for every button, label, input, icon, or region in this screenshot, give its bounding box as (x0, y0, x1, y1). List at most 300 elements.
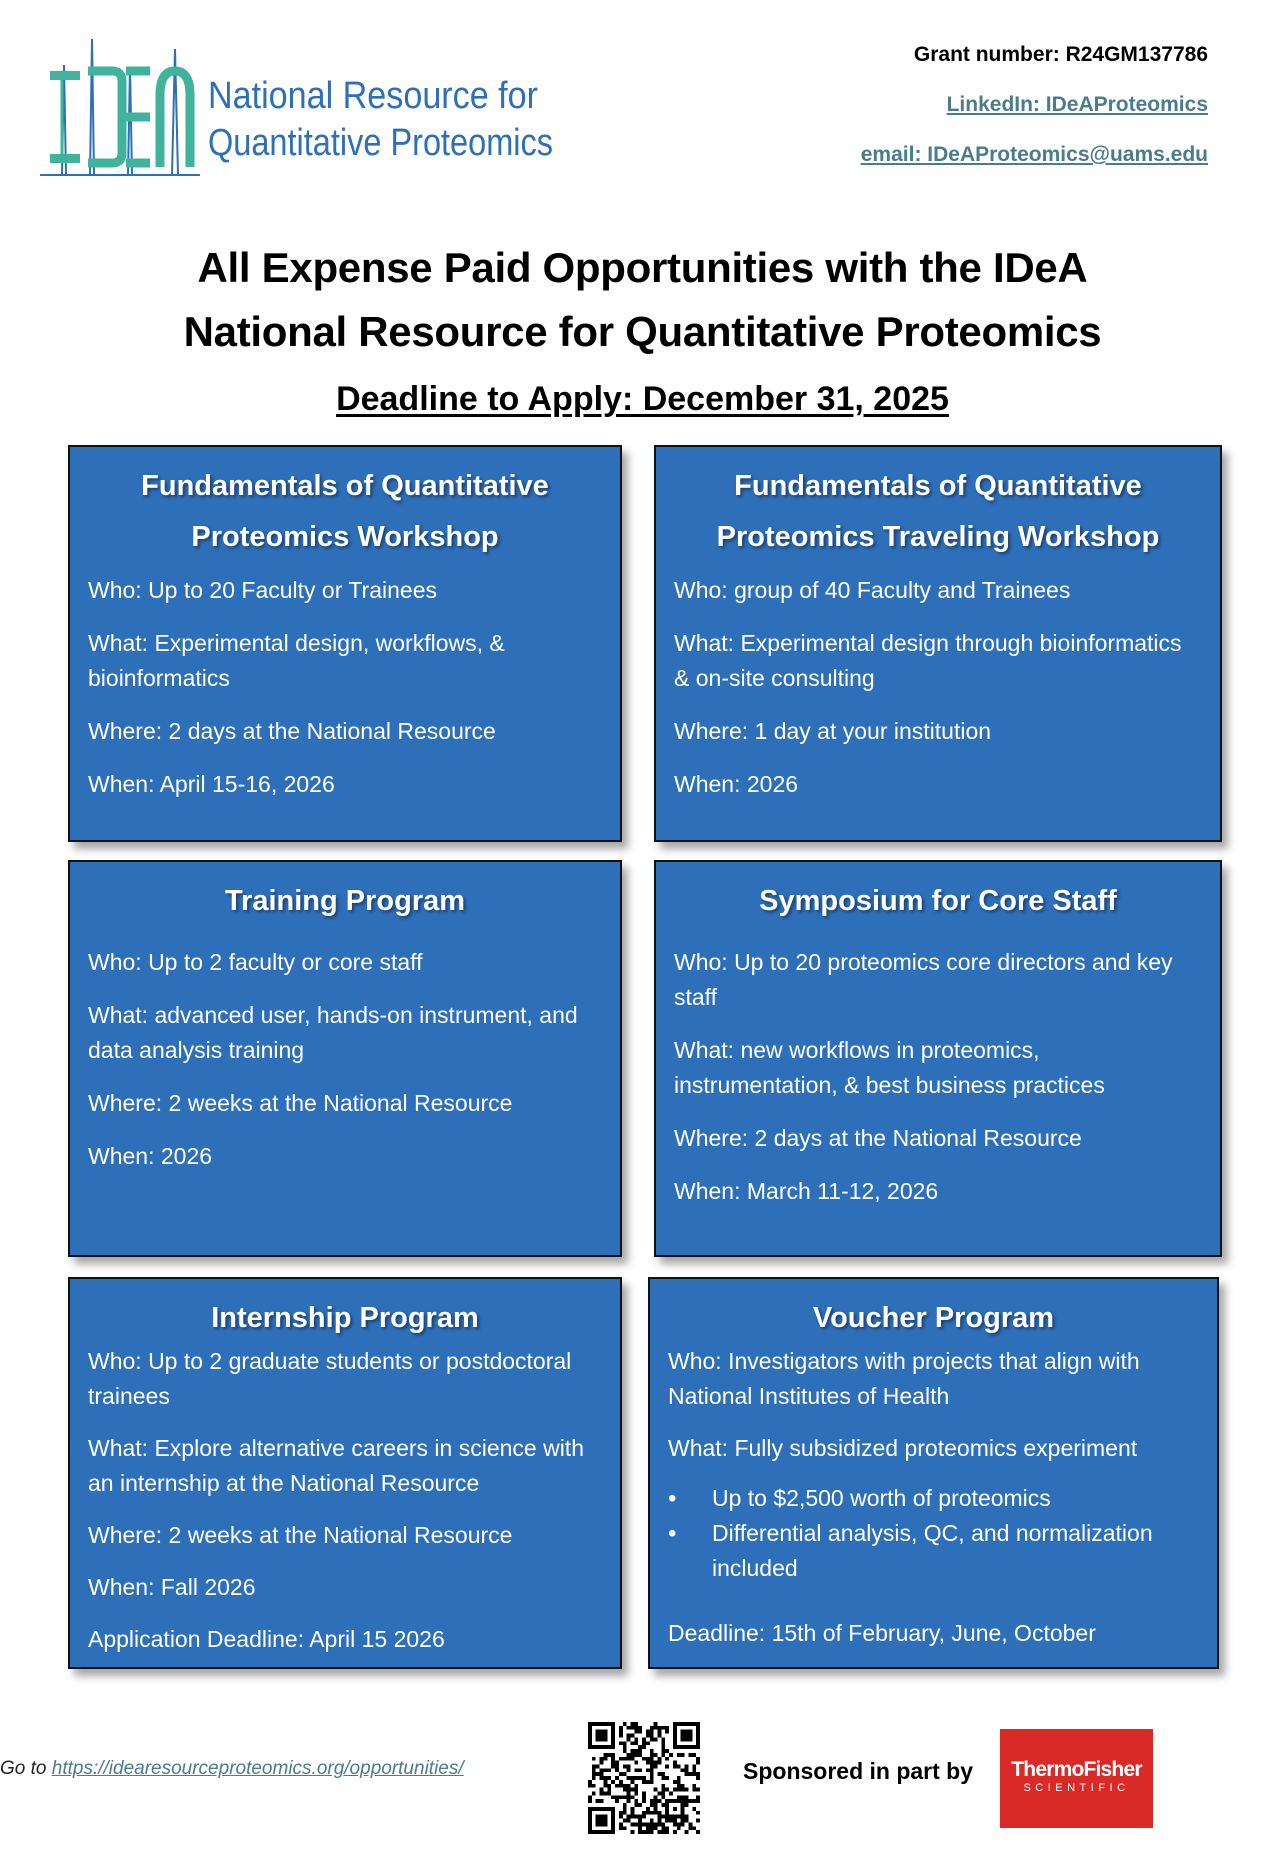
qr-module (630, 1830, 634, 1834)
qr-module (619, 1730, 623, 1734)
qr-module (607, 1792, 611, 1796)
qr-module (685, 1745, 689, 1749)
qr-module (646, 1822, 650, 1826)
qr-module (685, 1768, 689, 1772)
qr-module (627, 1819, 631, 1823)
qr-module (696, 1819, 700, 1823)
qr-module (696, 1730, 700, 1734)
qr-module (615, 1795, 619, 1799)
qr-module (600, 1761, 604, 1765)
qr-module (600, 1730, 604, 1734)
qr-module (692, 1788, 696, 1792)
qr-module (681, 1734, 685, 1738)
qr-module (596, 1722, 600, 1726)
qr-module (588, 1784, 592, 1788)
qr-module (623, 1722, 627, 1726)
qr-module (619, 1811, 623, 1815)
qr-module (650, 1726, 654, 1730)
qr-module (673, 1737, 677, 1741)
qr-module (677, 1799, 681, 1803)
qr-module (661, 1830, 665, 1834)
card-where: Where: 1 day at your institution (674, 718, 992, 744)
qr-module (650, 1826, 654, 1830)
qr-module (588, 1722, 592, 1726)
qr-module (600, 1745, 604, 1749)
qr-module (623, 1826, 627, 1830)
qr-module (677, 1780, 681, 1784)
qr-module (681, 1822, 685, 1826)
qr-module (673, 1830, 677, 1834)
qr-module (646, 1761, 650, 1765)
qr-module (588, 1795, 592, 1799)
qr-module (592, 1807, 596, 1811)
qr-module (627, 1757, 631, 1761)
qr-module (685, 1764, 689, 1768)
qr-module (619, 1757, 623, 1761)
qr-module (630, 1815, 634, 1819)
qr-module (596, 1819, 600, 1823)
qr-code-icon[interactable] (588, 1722, 700, 1834)
qr-module (611, 1753, 615, 1757)
qr-module (630, 1811, 634, 1815)
qr-module (658, 1730, 662, 1734)
card-when: When: Fall 2026 (88, 1574, 256, 1600)
qr-module (638, 1815, 642, 1819)
qr-module (638, 1776, 642, 1780)
qr-module (596, 1822, 600, 1826)
qr-module (615, 1799, 619, 1803)
qr-module (696, 1811, 700, 1815)
qr-module (627, 1792, 631, 1796)
qr-module (665, 1826, 669, 1830)
card-title-line-2: Proteomics Traveling Workshop (716, 521, 1160, 553)
qr-module (654, 1803, 658, 1807)
qr-module (681, 1722, 685, 1726)
qr-module (642, 1737, 646, 1741)
qr-module (650, 1811, 654, 1815)
qr-module (650, 1764, 654, 1768)
qr-module (588, 1815, 592, 1819)
qr-module (654, 1761, 658, 1765)
qr-module (588, 1822, 592, 1826)
qr-module (619, 1734, 623, 1738)
card-what: What: Experimental design, workflows, & bioinformatics (88, 630, 505, 691)
qr-module (696, 1741, 700, 1745)
qr-module (630, 1795, 634, 1799)
qr-module (596, 1815, 600, 1819)
qr-module (650, 1730, 654, 1734)
sponsor-sub: SCIENTIFIC (1023, 1782, 1130, 1794)
qr-module (600, 1807, 604, 1811)
card-title (88, 461, 602, 563)
qr-module (630, 1753, 634, 1757)
qr-module (677, 1784, 681, 1788)
qr-module (681, 1737, 685, 1741)
card-where: Where: 2 days at the National Resource (88, 718, 496, 744)
card-who: Who: Up to 20 Faculty or Trainees (88, 577, 437, 603)
qr-module (661, 1737, 665, 1741)
qr-module (685, 1788, 689, 1792)
idea-logo (40, 35, 560, 185)
card-what: What: advanced user, hands-on instrument, and data analysis training (88, 1002, 578, 1063)
qr-module (677, 1815, 681, 1819)
qr-module (592, 1764, 596, 1768)
qr-module (658, 1726, 662, 1730)
qr-module (611, 1730, 615, 1734)
qr-module (592, 1745, 596, 1749)
qr-module (603, 1815, 607, 1819)
qr-module (638, 1749, 642, 1753)
qr-module (669, 1819, 673, 1823)
qr-module (627, 1815, 631, 1819)
qr-module (638, 1730, 642, 1734)
qr-module (619, 1826, 623, 1830)
qr-module (627, 1788, 631, 1792)
qr-module (634, 1776, 638, 1780)
qr-module (600, 1737, 604, 1741)
qr-module (596, 1830, 600, 1834)
qr-module (681, 1788, 685, 1792)
qr-module (627, 1795, 631, 1799)
qr-module (607, 1722, 611, 1726)
qr-module (677, 1788, 681, 1792)
sponsor-name: ThermoFisher (1011, 1758, 1142, 1781)
qr-module (685, 1772, 689, 1776)
qr-module (642, 1780, 646, 1784)
qr-module (692, 1807, 696, 1811)
qr-module (592, 1792, 596, 1796)
qr-module (658, 1761, 662, 1765)
qr-module (619, 1741, 623, 1745)
qr-module (592, 1757, 596, 1761)
qr-module (681, 1753, 685, 1757)
qr-module (688, 1826, 692, 1830)
qr-module (603, 1768, 607, 1772)
qr-module (673, 1780, 677, 1784)
qr-module (588, 1811, 592, 1815)
qr-module (673, 1726, 677, 1730)
qr-module (600, 1734, 604, 1738)
qr-module (615, 1764, 619, 1768)
qr-module (615, 1784, 619, 1788)
qr-module (665, 1830, 669, 1834)
qr-module (688, 1822, 692, 1826)
qr-module (673, 1722, 677, 1726)
qr-module (615, 1761, 619, 1765)
card-what: What: Fully subsidized proteomics experiment (668, 1435, 1138, 1461)
qr-module (665, 1726, 669, 1730)
qr-module (696, 1734, 700, 1738)
qr-module (634, 1722, 638, 1726)
qr-module (588, 1730, 592, 1734)
card-training-program (68, 860, 622, 1257)
qr-module (630, 1776, 634, 1780)
qr-module (654, 1753, 658, 1757)
qr-module (654, 1722, 658, 1726)
qr-module (634, 1741, 638, 1745)
linkedin-link[interactable]: LinkedIn: IDeAProteomics (946, 93, 1208, 116)
qr-module (588, 1819, 592, 1823)
qr-module (603, 1822, 607, 1826)
qr-module (630, 1726, 634, 1730)
qr-module (661, 1792, 665, 1796)
qr-module (615, 1768, 619, 1772)
qr-module (673, 1788, 677, 1792)
qr-module (688, 1734, 692, 1738)
qr-module (673, 1819, 677, 1823)
apply-deadline (0, 380, 1285, 419)
qr-module (596, 1772, 600, 1776)
qr-module (603, 1730, 607, 1734)
qr-module (646, 1830, 650, 1834)
apply-deadline-text: Deadline to Apply: December 31, 2025 (336, 380, 949, 418)
qr-module (588, 1745, 592, 1749)
qr-module (634, 1784, 638, 1788)
qr-module (692, 1799, 696, 1803)
qr-module (696, 1776, 700, 1780)
qr-module (658, 1734, 662, 1738)
qr-module (623, 1807, 627, 1811)
qr-module (642, 1815, 646, 1819)
qr-module (669, 1815, 673, 1819)
qr-module (603, 1819, 607, 1823)
card-when: When: 2026 (674, 771, 799, 797)
qr-module (646, 1811, 650, 1815)
qr-module (603, 1722, 607, 1726)
qr-module (650, 1780, 654, 1784)
qr-module (600, 1822, 604, 1826)
opportunities-link[interactable]: https://idearesourceproteomics.org/opportunities/ (51, 1758, 464, 1779)
qr-module (627, 1734, 631, 1738)
qr-module (588, 1799, 592, 1803)
qr-module (688, 1745, 692, 1749)
qr-module (607, 1753, 611, 1757)
qr-module (688, 1799, 692, 1803)
qr-module (669, 1792, 673, 1796)
qr-module (634, 1749, 638, 1753)
qr-module (634, 1799, 638, 1803)
qr-module (611, 1764, 615, 1768)
qr-module (669, 1753, 673, 1757)
qr-module (665, 1788, 669, 1792)
qr-module (638, 1819, 642, 1823)
qr-module (588, 1726, 592, 1730)
qr-module (650, 1734, 654, 1738)
qr-module (677, 1753, 681, 1757)
qr-module (603, 1780, 607, 1784)
email-link[interactable]: email: IDeAProteomics@uams.edu (860, 143, 1208, 166)
qr-module (654, 1726, 658, 1730)
qr-module (619, 1772, 623, 1776)
qr-module (677, 1776, 681, 1780)
qr-module (592, 1830, 596, 1834)
grant-number: Grant number: R24GM137786 (913, 43, 1208, 66)
qr-module (600, 1799, 604, 1803)
qr-module (661, 1749, 665, 1753)
qr-module (623, 1764, 627, 1768)
qr-module (588, 1826, 592, 1830)
qr-module (681, 1730, 685, 1734)
qr-module (627, 1737, 631, 1741)
qr-module (603, 1830, 607, 1834)
qr-module (673, 1799, 677, 1803)
qr-module (650, 1776, 654, 1780)
thermofisher-logo (1000, 1729, 1153, 1828)
qr-module (607, 1788, 611, 1792)
qr-module (638, 1803, 642, 1807)
qr-module (611, 1741, 615, 1745)
qr-module (615, 1776, 619, 1780)
qr-module (650, 1819, 654, 1823)
qr-module (600, 1792, 604, 1796)
qr-module (681, 1803, 685, 1807)
qr-module (611, 1795, 615, 1799)
qr-module (650, 1737, 654, 1741)
qr-module (673, 1745, 677, 1749)
qr-module (596, 1730, 600, 1734)
bullet-item: • Differential analysis, QC, and normalization included (668, 1516, 1199, 1586)
card-where: Where: 2 days at the National Resource (674, 1125, 1082, 1151)
qr-module (630, 1741, 634, 1745)
qr-module (654, 1788, 658, 1792)
qr-module (634, 1761, 638, 1765)
qr-module (677, 1764, 681, 1768)
qr-module (685, 1795, 689, 1799)
qr-module (661, 1815, 665, 1819)
qr-module (588, 1807, 592, 1811)
qr-module (681, 1768, 685, 1772)
qr-module (596, 1807, 600, 1811)
qr-module (650, 1830, 654, 1834)
goto-text (0, 1758, 464, 1780)
qr-module (673, 1807, 677, 1811)
qr-module (665, 1819, 669, 1823)
qr-module (665, 1776, 669, 1780)
qr-module (661, 1741, 665, 1745)
qr-module (588, 1780, 592, 1784)
qr-module (638, 1830, 642, 1834)
qr-module (685, 1730, 689, 1734)
qr-module (654, 1795, 658, 1799)
qr-module (692, 1772, 696, 1776)
card-quant-proteomics-workshop (68, 445, 622, 842)
qr-module (623, 1819, 627, 1823)
qr-module (607, 1830, 611, 1834)
qr-module (630, 1749, 634, 1753)
qr-module (661, 1745, 665, 1749)
qr-module (658, 1799, 662, 1803)
qr-module (696, 1757, 700, 1761)
qr-module (646, 1730, 650, 1734)
qr-module (661, 1822, 665, 1826)
qr-module (627, 1768, 631, 1772)
qr-module (646, 1780, 650, 1784)
title-line-2: National Resource for Quantitative Proteomics (183, 308, 1102, 355)
qr-module (600, 1815, 604, 1819)
qr-module (688, 1737, 692, 1741)
qr-module (661, 1726, 665, 1730)
qr-module (603, 1734, 607, 1738)
qr-module (677, 1745, 681, 1749)
qr-module (661, 1776, 665, 1780)
qr-module (688, 1730, 692, 1734)
card-bullet-list (668, 1481, 1199, 1586)
qr-module (650, 1753, 654, 1757)
qr-module (685, 1737, 689, 1741)
qr-module (627, 1753, 631, 1757)
qr-module (627, 1726, 631, 1730)
qr-module (665, 1749, 669, 1753)
qr-module (654, 1799, 658, 1803)
qr-module (688, 1753, 692, 1757)
card-what: What: new workflows in proteomics, instrumentation, & best business practices (674, 1037, 1105, 1098)
qr-module (692, 1745, 696, 1749)
card-who: Who: Up to 20 proteomics core directors and key staff (674, 949, 1173, 1010)
qr-module (681, 1811, 685, 1815)
qr-module (642, 1741, 646, 1745)
qr-module (600, 1830, 604, 1834)
qr-module (685, 1734, 689, 1738)
card-title (674, 461, 1202, 563)
qr-module (596, 1764, 600, 1768)
qr-module (634, 1792, 638, 1796)
qr-module (696, 1726, 700, 1730)
qr-module (650, 1822, 654, 1826)
card-who: Who: group of 40 Faculty and Trainees (674, 577, 1071, 603)
qr-module (646, 1807, 650, 1811)
card-who: Who: Investigators with projects that align with National Institutes of Health (668, 1348, 1140, 1409)
qr-module (696, 1799, 700, 1803)
qr-module (665, 1757, 669, 1761)
qr-module (681, 1807, 685, 1811)
qr-module (634, 1822, 638, 1826)
qr-module (623, 1795, 627, 1799)
qr-module (611, 1745, 615, 1749)
card-where: Where: 2 weeks at the National Resource (88, 1090, 513, 1116)
card-internship-program (68, 1277, 622, 1669)
sponsored-label: Sponsored in part by (743, 1758, 974, 1784)
qr-module (630, 1822, 634, 1826)
qr-module (654, 1826, 658, 1830)
qr-module (588, 1734, 592, 1738)
qr-module (696, 1788, 700, 1792)
qr-module (688, 1722, 692, 1726)
qr-module (658, 1819, 662, 1823)
qr-module (658, 1792, 662, 1796)
qr-module (654, 1807, 658, 1811)
qr-module (673, 1730, 677, 1734)
qr-module (630, 1722, 634, 1726)
qr-module (611, 1822, 615, 1826)
qr-module (685, 1815, 689, 1819)
qr-module (654, 1764, 658, 1768)
qr-module (661, 1795, 665, 1799)
qr-module (654, 1811, 658, 1815)
qr-module (600, 1776, 604, 1780)
qr-module (642, 1811, 646, 1815)
card-who: Who: Up to 2 faculty or core staff (88, 949, 423, 975)
qr-module (642, 1745, 646, 1749)
qr-module (692, 1764, 696, 1768)
qr-module (696, 1830, 700, 1834)
qr-module (650, 1761, 654, 1765)
qr-module (642, 1776, 646, 1780)
qr-module (685, 1799, 689, 1803)
qr-module (588, 1741, 592, 1745)
qr-module (673, 1822, 677, 1826)
qr-module (600, 1819, 604, 1823)
qr-module (665, 1803, 669, 1807)
